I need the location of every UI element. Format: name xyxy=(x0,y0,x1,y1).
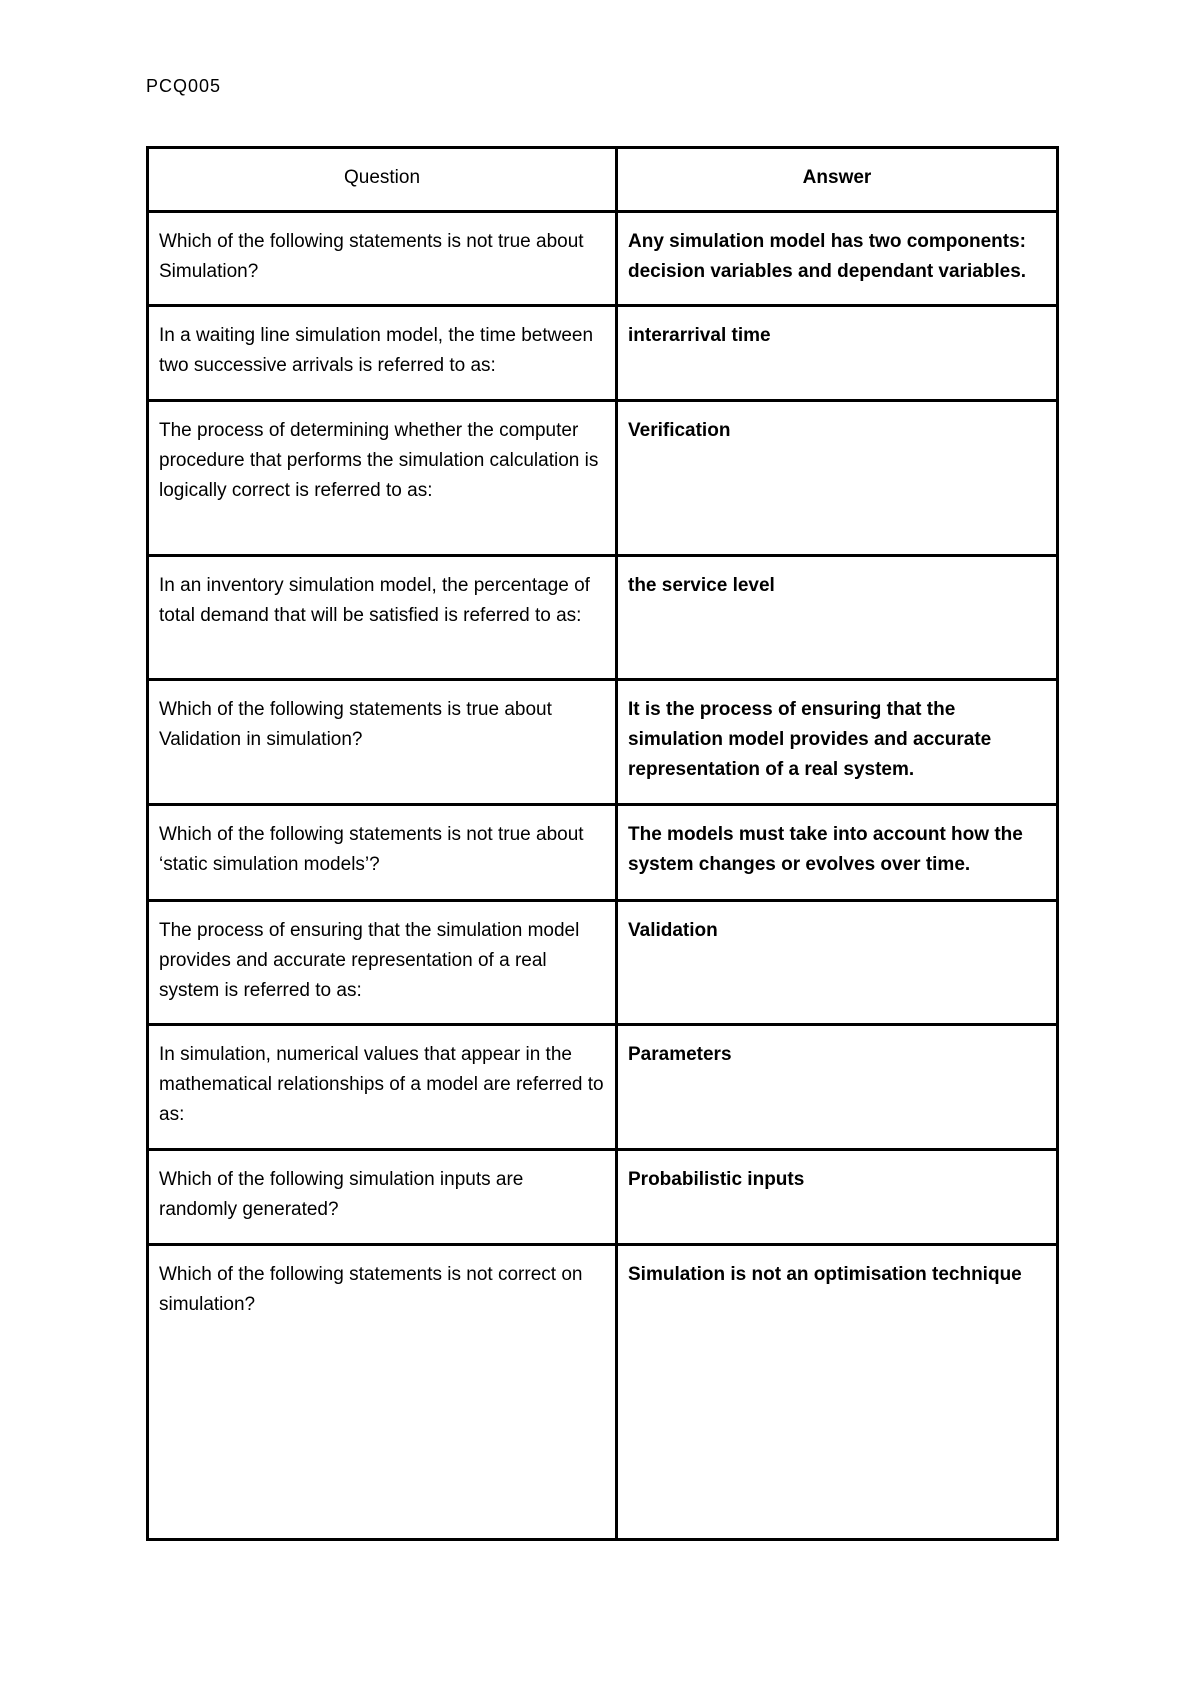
answer-cell: Parameters xyxy=(617,1025,1058,1150)
table-row xyxy=(148,901,1058,1025)
answer-cell: It is the process of ensuring that the simulation model provides and accurate representation of a real system. xyxy=(617,680,1058,805)
table-row xyxy=(148,1025,1058,1150)
document-code: PCQ005 xyxy=(146,76,222,96)
answer-cell: Probabilistic inputs xyxy=(617,1150,1058,1245)
table-row xyxy=(148,212,1058,306)
answer-cell: the service level xyxy=(617,556,1058,680)
question-cell: Which of the following simulation inputs are randomly generated? xyxy=(148,1150,617,1245)
question-cell: The process of ensuring that the simulation model provides and accurate representation of a real system is referred to as: xyxy=(148,901,617,1025)
table-header-row xyxy=(148,148,1058,212)
answer-cell: Validation xyxy=(617,901,1058,1025)
question-cell: Which of the following statements is true about Validation in simulation? xyxy=(148,680,617,805)
question-cell: Which of the following statements is not true about ‘static simulation models’? xyxy=(148,805,617,901)
question-cell: In a waiting line simulation model, the time between two successive arrivals is referred to as: xyxy=(148,306,617,401)
answer-cell: Simulation is not an optimisation technique xyxy=(617,1245,1058,1540)
qa-table xyxy=(146,146,1059,1541)
table-row xyxy=(148,401,1058,556)
question-cell: In simulation, numerical values that appear in the mathematical relationships of a model are referred to as: xyxy=(148,1025,617,1150)
question-column-header: Question xyxy=(148,148,617,212)
answer-cell: interarrival time xyxy=(617,306,1058,401)
answer-cell: Any simulation model has two components: decision variables and dependant variables. xyxy=(617,212,1058,306)
answer-column-header: Answer xyxy=(617,148,1058,212)
table-row xyxy=(148,1150,1058,1245)
table-row xyxy=(148,805,1058,901)
answer-cell: Verification xyxy=(617,401,1058,556)
table-row xyxy=(148,1245,1058,1540)
question-cell: Which of the following statements is not correct on simulation? xyxy=(148,1245,617,1540)
answer-cell: The models must take into account how the system changes or evolves over time. xyxy=(617,805,1058,901)
question-cell: In an inventory simulation model, the percentage of total demand that will be satisfied is referred to as: xyxy=(148,556,617,680)
table-row xyxy=(148,556,1058,680)
question-cell: The process of determining whether the computer procedure that performs the simulation calculation is logically correct is referred to as: xyxy=(148,401,617,556)
table-row xyxy=(148,680,1058,805)
question-cell: Which of the following statements is not true about Simulation? xyxy=(148,212,617,306)
table-row xyxy=(148,306,1058,401)
